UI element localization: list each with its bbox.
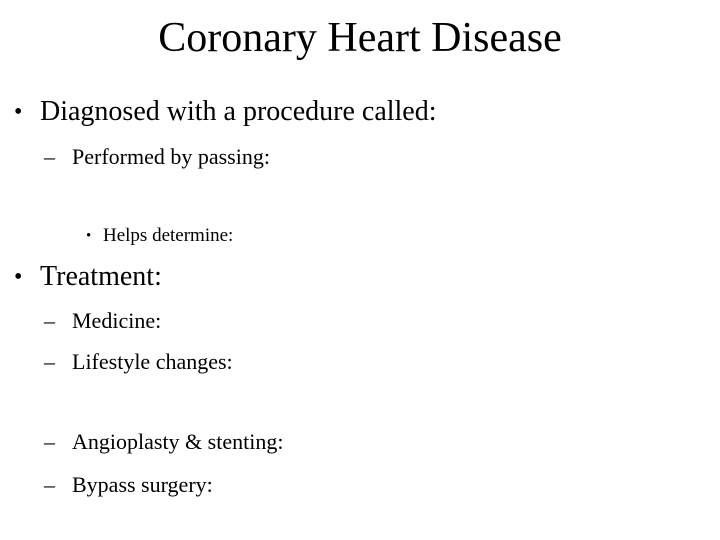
bullet-text: Treatment:: [40, 261, 162, 292]
bullet-text: Lifestyle changes:: [72, 349, 233, 374]
bullet-marker: •: [14, 264, 23, 290]
dash-marker: –: [44, 472, 55, 497]
bullet-text: Bypass surgery:: [72, 472, 213, 497]
dash-marker: –: [44, 429, 55, 454]
slide-title: Coronary Heart Disease: [158, 15, 562, 61]
bullet-text: Medicine:: [72, 308, 162, 333]
bullet-marker: •: [86, 228, 92, 244]
bullet-text: Performed by passing:: [72, 144, 270, 169]
bullet-text: Diagnosed with a procedure called:: [40, 96, 437, 127]
dash-marker: –: [44, 308, 55, 333]
dash-marker: –: [44, 144, 55, 169]
dash-marker: –: [44, 349, 55, 374]
bullet-text: Angioplasty & stenting:: [72, 429, 284, 454]
bullet-text: Helps determine:: [103, 225, 234, 246]
bullet-marker: •: [14, 99, 23, 125]
